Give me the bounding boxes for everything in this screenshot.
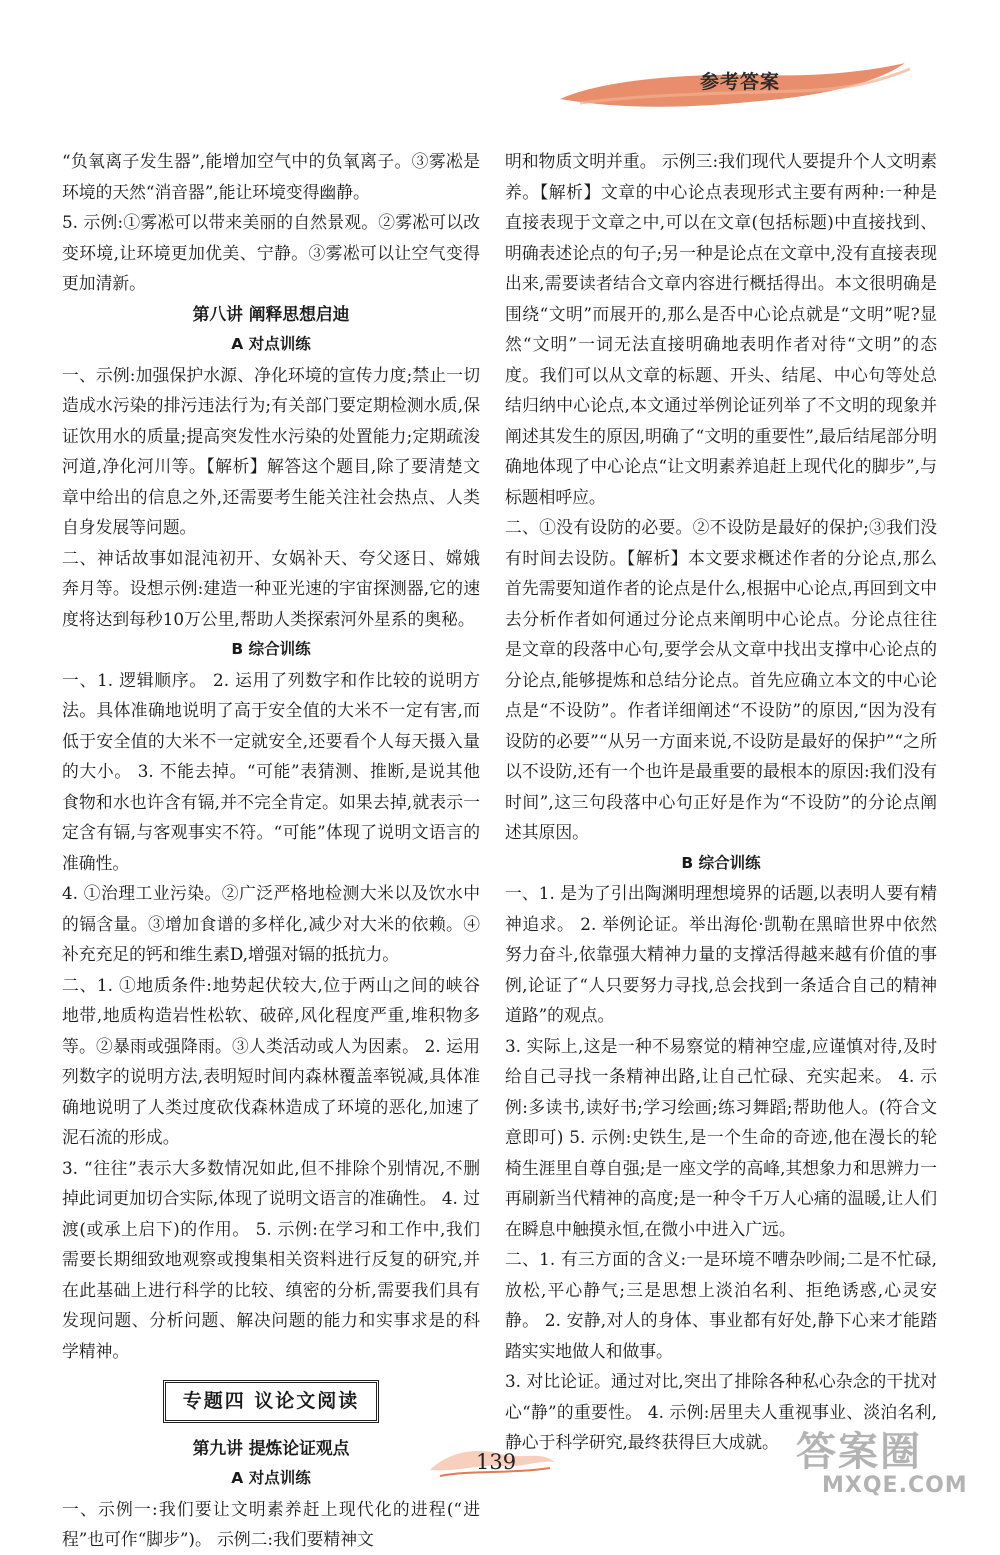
- answer-paragraph: 4. ①治理工业污染。②广泛严格地检测大米以及饮水中的镉含量。③增加食谱的多样化,减少对大米的依赖。④补充充足的钙和维生素D,增强对镉的抵抗力。: [62, 883, 480, 964]
- page-number: 139: [476, 1450, 517, 1474]
- answer-paragraph: 5. 示例:①雾凇可以带来美丽的自然景观。②雾凇可以改变环境,让环境更加优美、宁静。③雾凇可以让空气变得更加清新。: [62, 212, 480, 293]
- answer-paragraph: 明和物质文明并重。 示例三:我们现代人要提升个人文明素养。【解析】文章的中心论点表现形式主要有两种:一种是直接表现于文章之中,可以在文章(包括标题)中直接找到、明确表述论点的句子;另一种是论点在文章中,没有直接表现出来,需要读者结合文章内容进行概括得出。本文很明确是围绕“文明”而展开的,那么是否中心论点就是“文明”呢?显然“文明”一词无法直接明确地表明作者对待“文明”的态度。我们可以从文章的标题、开头、结尾、中心句等处总结归纳中心论点,本文通过举例论证列举了不文明的现象并阐述其发生的原因,明确了“文明的重要性”,最后结尾部分明确地体现了中心论点“让文明素养追赶上现代化的脚步”,与标题相呼应。: [505, 151, 937, 507]
- header-title: 参考答案: [700, 71, 781, 93]
- page-number-badge: [420, 1440, 570, 1490]
- page-header: [560, 55, 920, 125]
- answer-paragraph: 二、①没有设防的必要。②不设防是最好的保护;③我们没有时间去设防。【解析】本文要求概述作者的分论点,那么首先需要知道作者的论点是什么,根据中心论点,再回到文中去分析作者如何通过分论点来阐明中心论点。分论点往往是文章的段落中心句,要学会从文章中找出支撑中心论点的分论点,能够提炼和总结分论点。首先应确立本文的中心论点是“不设防”。作者详细阐述“不设防”的原因,“因为没有设防的必要”“从另一方面来说,不设防是最好的保护”“之所以不设防,还有一个也许是最重要的最根本的原因:我们没有时间”,这三句段落中心句正好是作为“不设防”的分论点阐述其原因。: [505, 517, 937, 842]
- answer-paragraph: 二、1. ①地质条件:地势起伏较大,位于两山之间的峡谷地带,地质构造岩性松软、破碎,风化程度严重,堆积物多等。②暴雨或强降雨。③人类活动或人为因素。 2. 运用列数字的说明方法,表明短时间内森林覆盖率锐减,具体准确地说明了人类过度砍伐森林造成了环境的恶化,加速了泥石流的形成。: [62, 974, 480, 1147]
- answer-paragraph: “负氧离子发生器”,能增加空气中的负氧离子。③雾凇是环境的天然“消音器”,能让环境变得幽静。: [62, 151, 480, 202]
- answer-paragraph: 一、1. 是为了引出陶渊明理想境界的话题,以表明人要有精神追求。 2. 举例论证。举出海伦·凯勒在黑暗世界中依然努力奋斗,依靠强大精神力量的支撑活得越来越有价值的事例,论证了“人只要努力寻找,总会找到一条适合自己的精神道路”的观点。: [505, 883, 937, 1025]
- answer-paragraph: 一、1. 逻辑顺序。 2. 运用了列数字和作比较的说明方法。具体准确地说明了高于安全值的大米不一定有害,而低于安全值的大米不一定就安全,还要看个人每天摄入量的大小。 3. 不能去掉。“可能”表猜测、推断,是说其他食物和水也许含有镉,并不完全肯定。如果去掉,就表示一定含有镉,与客观事实不符。“可能”体现了说明文语言的准确性。: [62, 669, 480, 873]
- watermark-line1: 答案圈: [796, 1429, 922, 1475]
- topic-box-title: 专题四 议论文阅读: [163, 1380, 379, 1423]
- answer-paragraph: 一、示例一:我们要让文明素养赶上现代化的进程(“进程”也可作“脚步”)。 示例二:我们要精神文: [62, 1498, 480, 1549]
- subsection-heading: B 综合训练: [681, 853, 761, 872]
- subsection-heading: A 对点训练: [231, 335, 311, 353]
- answer-paragraph: 一、示例:加强保护水源、净化环境的宣传力度;禁止一切造成水污染的排污违法行为;有关部门要定期检测水质,保证饮用水的质量;提高突发性水污染的处置能力;定期疏浚河道,净化河川等。【解析】解答这个题目,除了要清楚文章中给出的信息之外,还需要考生能关注社会热点、人类自身发展等问题。: [62, 364, 480, 537]
- answer-paragraph: 二、1. 有三方面的含义:一是环境不嘈杂吵闹;二是不忙碌,放松,平心静气;三是思想上淡泊名利、拒绝诱惑,心灵安静。 2. 安静,对人的身体、事业都有好处,静下心来才能踏踏实实地做人和做事。: [505, 1249, 937, 1361]
- answer-paragraph: 二、神话故事如混沌初开、女娲补天、夸父逐日、嫦娥奔月等。设想示例:建造一种亚光速的宇宙探测器,它的速度将达到每秒10万公里,帮助人类探索河外星系的奥秘。: [62, 547, 480, 629]
- watermark-line2: MXQE.COM: [822, 1473, 968, 1498]
- subsection-heading: A 对点训练: [231, 1469, 311, 1487]
- section-heading: 第九讲 提炼论证观点: [192, 1437, 350, 1458]
- answer-paragraph: 3. “往往”表示大多数情况如此,但不排除个别情况,不删掉此词更加切合实际,体现了说明文语言的准确性。 4. 过渡(或承上启下)的作用。 5. 示例:在学习和工作中,我们需要长期细致地观察或搜集相关资料进行反复的研究,并在此基础上进行科学的比较、缜密的分析,需要我们具有发现问题、分析问题、解决问题的能力和实事求是的科学精神。: [62, 1157, 480, 1361]
- answer-paragraph: 3. 实际上,这是一种不易察觉的精神空虚,应谨慎对待,及时给自己寻找一条精神出路,让自己忙碌、充实起来。 4. 示例:多读书,读好书;学习绘画;练习舞蹈;帮助他人。(符合文意即可) 5. 示例:史铁生,是一个生命的奇迹,他在漫长的轮椅生涯里自尊自强;是一座文学的高峰,其想象力和思辨力一再刷新当代精神的高度;是一种令千万人心痛的温暖,让人们在瞬息中触摸永恒,在微小中进入广远。: [505, 1035, 937, 1239]
- right-column: [505, 146, 937, 1458]
- answer-paragraph: 3. 对比论证。通过对比,突出了排除各种私心杂念的干扰对心“静”的重要性。 4. 示例:居里夫人重视事业、淡泊名利,静心于科学研究,最终获得巨大成就。: [505, 1371, 937, 1452]
- subsection-heading: B 综合训练: [231, 640, 311, 658]
- left-column: [62, 146, 480, 1555]
- section-heading: 第八讲 阐释思想启迪: [192, 303, 350, 324]
- watermark: [796, 1420, 986, 1500]
